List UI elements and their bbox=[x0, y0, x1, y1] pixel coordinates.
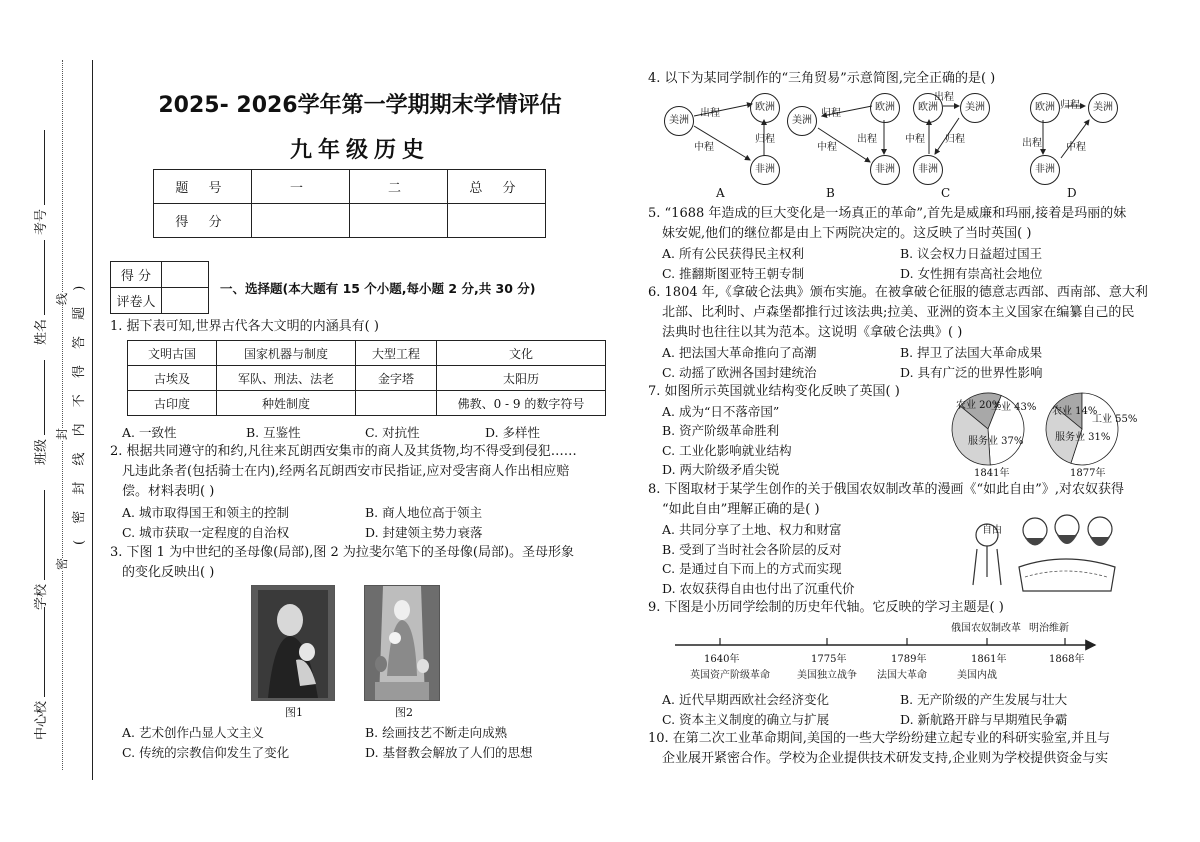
q1-stem: 1. 据下表可知,世界古代各大文明的内涵具有( ) bbox=[110, 319, 379, 334]
q5-line: 5. “1688 年造成的巨大变化是一场真正的革命”,首先是威廉和玛丽,接着是玛丽的妹 bbox=[648, 206, 1127, 221]
score-cell[interactable] bbox=[350, 204, 448, 238]
pie-1841-year: 1841年 bbox=[974, 468, 1010, 479]
grader-label: 评卷人 bbox=[111, 288, 162, 314]
q6-option-b[interactable]: B. 捍卫了法国大革命成果 bbox=[900, 345, 1043, 360]
q8-option-b[interactable]: B. 受到了当时社会各阶层的反对 bbox=[662, 542, 842, 557]
timeline-year: 1861年 bbox=[971, 654, 1007, 665]
edge-label: 中程 bbox=[694, 142, 714, 153]
timeline-year: 1640年 bbox=[704, 654, 740, 665]
figure-2-caption: 图2 bbox=[395, 706, 413, 719]
seal-dotted-line bbox=[62, 60, 63, 770]
timeline-event-above: 俄国农奴制改革 bbox=[951, 623, 1021, 634]
pie-1877-label-service: 服务业 31% bbox=[1055, 432, 1111, 443]
q5-option-c[interactable]: C. 推翻斯图亚特王朝专制 bbox=[662, 266, 805, 281]
q6-option-a[interactable]: A. 把法国大革命推向了高潮 bbox=[662, 345, 817, 360]
q2-option-b[interactable]: B. 商人地位高于领主 bbox=[365, 505, 483, 520]
field-class[interactable]: 班级 bbox=[30, 360, 49, 465]
q6-line: 北部、比利时、卢森堡都推行过该法典;拉美、亚洲的资本主义国家在编纂自己的民 bbox=[662, 305, 1135, 320]
section-heading: 一、选择题(本大题有 15 个小题,每小题 2 分,共 30 分) bbox=[220, 281, 536, 296]
timeline-year: 1868年 bbox=[1049, 654, 1085, 665]
q3-line: 的变化反映出( ) bbox=[122, 565, 215, 580]
q1-option-a[interactable]: A. 一致性 bbox=[122, 425, 177, 440]
table-cell: 古印度 bbox=[128, 391, 217, 416]
figure-1-caption: 图1 bbox=[285, 706, 303, 719]
q6-line: 法典时也往往以其为范本。这说明《拿破仑法典》( ) bbox=[662, 325, 963, 340]
q7-option-c[interactable]: C. 工业化影响就业结构 bbox=[662, 443, 792, 458]
timeline-event-above: 明治维新 bbox=[1029, 623, 1069, 634]
pie-1841-label-service: 服务业 37% bbox=[968, 436, 1024, 447]
q5-option-a[interactable]: A. 所有公民获得民主权利 bbox=[662, 246, 804, 261]
option-label-a[interactable]: A bbox=[716, 186, 725, 200]
timeline-year: 1775年 bbox=[811, 654, 847, 665]
q5-option-b[interactable]: B. 议会权力日益超过国王 bbox=[900, 246, 1043, 261]
option-label-d[interactable]: D bbox=[1067, 186, 1077, 200]
grader-cell[interactable] bbox=[162, 288, 209, 314]
node-america: 美洲 bbox=[787, 106, 817, 136]
q7-stem: 7. 如图所示英国就业结构变化反映了英国( ) bbox=[648, 384, 900, 399]
q6-option-c[interactable]: C. 动摇了欧洲各国封建统治 bbox=[662, 365, 817, 380]
node-africa: 非洲 bbox=[750, 155, 780, 185]
q10-line: 企业展开紧密合作。学校为企业提供技术研发支持,企业则为学校提供资金与实 bbox=[662, 751, 1109, 766]
q3-option-c[interactable]: C. 传统的宗教信仰发生了变化 bbox=[122, 745, 290, 760]
exam-subject: 九年级历史 bbox=[289, 137, 430, 163]
pie-1841-label-agri: 农业 20% bbox=[956, 400, 1002, 411]
node-europe: 欧洲 bbox=[870, 93, 900, 123]
table-cell bbox=[356, 391, 437, 416]
field-name[interactable]: 姓名 bbox=[30, 240, 49, 345]
edge-label: 归程 bbox=[755, 134, 775, 145]
q2-option-d[interactable]: D. 封建领主势力衰落 bbox=[365, 525, 483, 540]
node-europe: 欧洲 bbox=[750, 93, 780, 123]
q9-option-b[interactable]: B. 无产阶级的产生发展与壮大 bbox=[900, 692, 1068, 707]
q10-line: 10. 在第二次工业革命期间,美国的一些大学纷纷建立起专业的科研实验室,并且与 bbox=[648, 731, 1111, 746]
timeline-year: 1789年 bbox=[891, 654, 927, 665]
q2-option-c[interactable]: C. 城市获取一定程度的自治权 bbox=[122, 525, 290, 540]
q7-option-d[interactable]: D. 两大阶级矛盾尖锐 bbox=[662, 462, 780, 477]
edge-label: 中程 bbox=[905, 134, 925, 145]
node-europe: 欧洲 bbox=[913, 93, 943, 123]
q2-line: 2. 根据共同遵守的和约,凡往来瓦朗西安集市的商人及其货物,均不得受到侵犯…… bbox=[110, 444, 577, 459]
table-header: 大型工程 bbox=[356, 341, 437, 366]
timeline-event: 英国资产阶级革命 bbox=[690, 670, 770, 681]
table-cell: 佛教、0 - 9 的数字符号 bbox=[437, 391, 606, 416]
q7-option-a[interactable]: A. 成为“日不落帝国” bbox=[662, 404, 780, 419]
q7-option-b[interactable]: B. 资产阶级革命胜利 bbox=[662, 423, 780, 438]
score-row-label: 得 分 bbox=[154, 204, 252, 238]
grader-score-label: 得 分 bbox=[111, 262, 162, 288]
q2-line: 凡违此条者(包括骑士在内),经两名瓦朗西安市民指证,应对受害商人作出相应赔 bbox=[122, 464, 570, 479]
table-cell: 种姓制度 bbox=[217, 391, 356, 416]
q1-table bbox=[127, 340, 606, 416]
q1-option-c[interactable]: C. 对抗性 bbox=[365, 425, 420, 440]
q6-option-d[interactable]: D. 具有广泛的世界性影响 bbox=[900, 365, 1043, 380]
q5-line: 妹安妮,他们的继位都是由上下两院决定的。这反映了当时英国( ) bbox=[662, 226, 1032, 241]
q8-option-a[interactable]: A. 共同分享了土地、权力和财富 bbox=[662, 522, 842, 537]
q4-stem: 4. 以下为某同学制作的“三角贸易”示意简图,完全正确的是( ) bbox=[648, 71, 996, 86]
node-europe: 欧洲 bbox=[1030, 93, 1060, 123]
field-center-school[interactable]: 中心校 bbox=[30, 607, 49, 740]
q3-line: 3. 下图 1 为中世纪的圣母像(局部),图 2 为拉斐尔笔下的圣母像(局部)。圣母形象 bbox=[110, 545, 575, 560]
raphael-madonna-image bbox=[364, 585, 440, 701]
node-america: 美洲 bbox=[1088, 93, 1118, 123]
node-america: 美洲 bbox=[664, 106, 694, 136]
q1-option-d[interactable]: D. 多样性 bbox=[485, 425, 541, 440]
edge-label: 归程 bbox=[945, 134, 965, 145]
q6-line: 6. 1804 年,《拿破仑法典》颁布实施。在被拿破仑征服的德意志西部、西南部、意大利 bbox=[648, 285, 1148, 300]
edge-label: 出程 bbox=[857, 134, 877, 145]
node-america: 美洲 bbox=[960, 93, 990, 123]
option-label-b[interactable]: B bbox=[826, 186, 835, 200]
table-header: 文明古国 bbox=[128, 341, 217, 366]
score-table bbox=[153, 169, 546, 238]
q8-line: “如此自由”理解正确的是( ) bbox=[662, 502, 820, 517]
q1-option-b[interactable]: B. 互鉴性 bbox=[246, 425, 301, 440]
edge-label: 中程 bbox=[817, 142, 837, 153]
q5-option-d[interactable]: D. 女性拥有崇高社会地位 bbox=[900, 266, 1043, 281]
node-africa: 非洲 bbox=[1030, 155, 1060, 185]
table-cell: 太阳历 bbox=[437, 366, 606, 391]
seal-char-mi: 密 bbox=[55, 557, 69, 570]
seal-char-xian: 线 bbox=[55, 292, 69, 305]
table-cell: 军队、刑法、法老 bbox=[217, 366, 356, 391]
binding-line bbox=[92, 60, 93, 780]
grader-table bbox=[110, 261, 209, 314]
q8-option-d[interactable]: D. 农奴获得自由也付出了沉重代价 bbox=[662, 581, 855, 596]
exam-title: 2025- 2026学年第一学期期末学情评估 bbox=[158, 93, 562, 118]
score-header: 总 分 bbox=[448, 170, 546, 204]
q2-option-a[interactable]: A. 城市取得国王和领主的控制 bbox=[122, 505, 289, 520]
q9-option-a[interactable]: A. 近代早期西欧社会经济变化 bbox=[662, 692, 829, 707]
q3-option-d[interactable]: D. 基督教会解放了人们的思想 bbox=[365, 745, 533, 760]
edge-label: 归程 bbox=[821, 108, 841, 119]
q2-line: 偿。材料表明( ) bbox=[122, 484, 215, 499]
seal-char-feng: 封 bbox=[55, 427, 69, 440]
serf-cartoon-image bbox=[965, 505, 1130, 595]
field-school[interactable]: 学校 bbox=[30, 490, 49, 610]
node-africa: 非洲 bbox=[913, 155, 943, 185]
edge-label: 出程 bbox=[1022, 138, 1042, 149]
q8-option-c[interactable]: C. 是通过自下而上的方式而实现 bbox=[662, 561, 842, 576]
timeline-axis bbox=[675, 630, 1105, 660]
pie-1877-label-industry: 工业 55% bbox=[1092, 414, 1138, 425]
timeline-event: 美国内战 bbox=[957, 670, 997, 681]
option-label-c[interactable]: C bbox=[941, 186, 951, 200]
grader-score-cell[interactable] bbox=[162, 262, 209, 288]
edge-label: 出程 bbox=[934, 92, 954, 103]
table-header: 国家机器与制度 bbox=[217, 341, 356, 366]
table-cell: 古埃及 bbox=[128, 366, 217, 391]
timeline-event: 美国独立战争 bbox=[797, 670, 857, 681]
table-header: 文化 bbox=[437, 341, 606, 366]
pie-1841-label-industry: 工业 43% bbox=[991, 402, 1037, 413]
table-cell: 金字塔 bbox=[356, 366, 437, 391]
q3-option-a[interactable]: A. 艺术创作凸显人文主义 bbox=[122, 725, 264, 740]
medieval-madonna-image bbox=[251, 585, 335, 701]
field-exam-number[interactable]: 考号 bbox=[30, 130, 49, 235]
pie-1877-year: 1877年 bbox=[1070, 468, 1106, 479]
q9-option-c[interactable]: C. 资本主义制度的确立与扩展 bbox=[662, 712, 830, 727]
score-header: 题 号 bbox=[154, 170, 252, 204]
score-header: 一 bbox=[252, 170, 350, 204]
q8-line: 8. 下图取材于某学生创作的关于俄国农奴制改革的漫画《“如此自由”》,对农奴获得 bbox=[648, 482, 1124, 497]
score-header: 二 bbox=[350, 170, 448, 204]
pie-1877-label-agri: 农业 14% bbox=[1052, 406, 1098, 417]
timeline-event: 法国大革命 bbox=[877, 670, 927, 681]
cartoon-freedom-text: 自由 bbox=[982, 525, 1002, 536]
node-africa: 非洲 bbox=[870, 155, 900, 185]
edge-label: 中程 bbox=[1066, 142, 1086, 153]
edge-label: 归程 bbox=[1060, 100, 1080, 111]
q9-option-d[interactable]: D. 新航路开辟与早期殖民争霸 bbox=[900, 712, 1068, 727]
edge-label: 出程 bbox=[700, 108, 720, 119]
q3-option-b[interactable]: B. 绘画技艺不断走向成熟 bbox=[365, 725, 508, 740]
score-cell[interactable] bbox=[252, 204, 350, 238]
seal-notice: ( 密 封 线 内 不 得 答 题 ) bbox=[72, 279, 87, 545]
q9-stem: 9. 下图是小历同学绘制的历史年代轴。它反映的学习主题是( ) bbox=[648, 600, 1004, 615]
score-cell[interactable] bbox=[448, 204, 546, 238]
